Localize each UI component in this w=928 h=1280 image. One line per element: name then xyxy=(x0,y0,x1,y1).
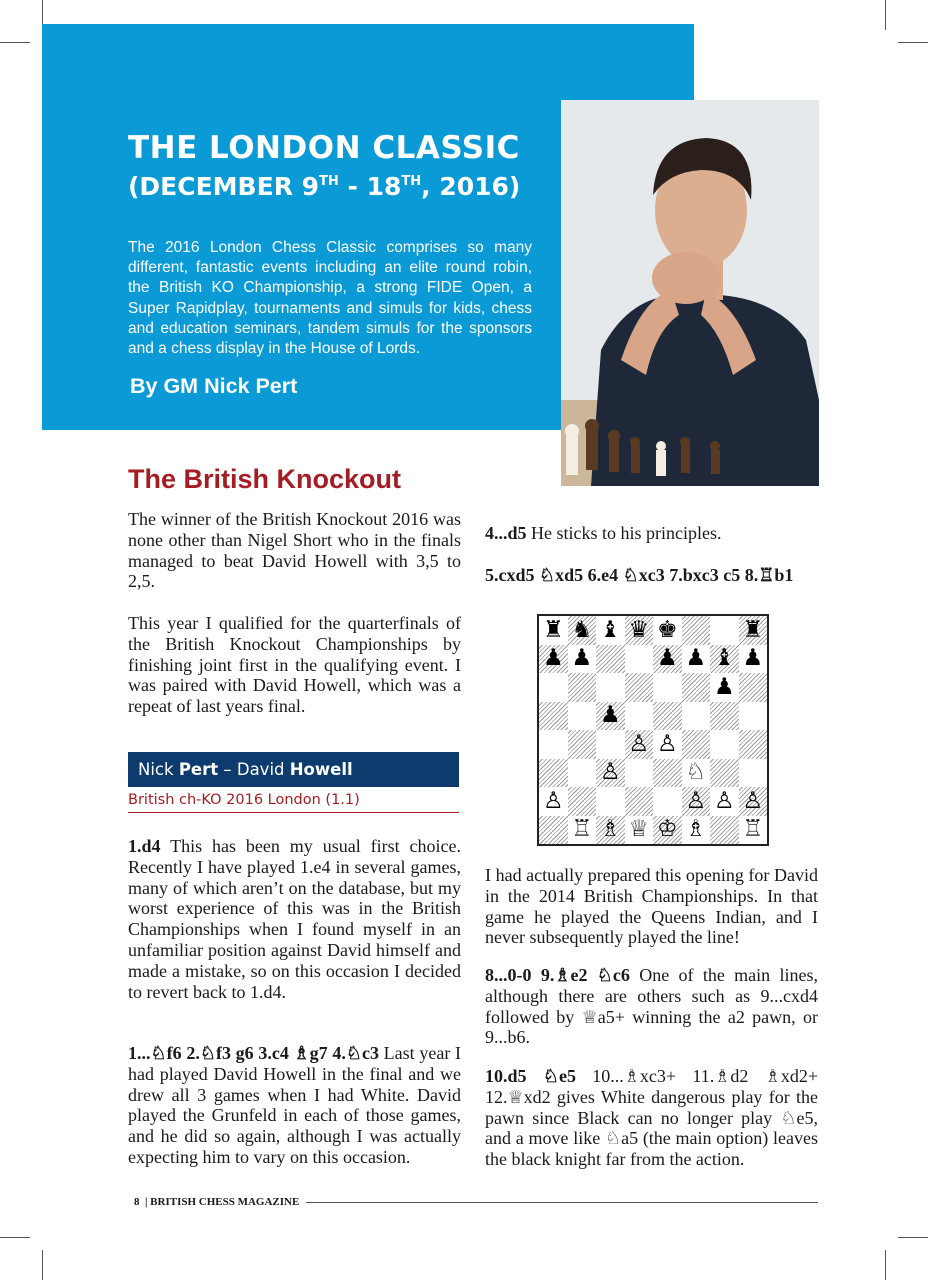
dates-suffix: TH xyxy=(401,174,422,189)
chess-piece: ♟ xyxy=(571,645,593,672)
square-b1 xyxy=(568,816,597,845)
chess-piece: ♗ xyxy=(599,816,621,843)
square-g7 xyxy=(710,645,739,674)
game-event: British ch-KO 2016 London (1.1) xyxy=(128,792,459,813)
square-b8 xyxy=(568,616,597,645)
move-notation: 10.d5 ♘e5 xyxy=(485,1066,576,1086)
chess-piece: ♖ xyxy=(742,816,764,843)
square-e3 xyxy=(653,759,682,788)
square-f2 xyxy=(682,787,711,816)
move-notation: 5.cxd5 ♘xd5 6.e4 ♘xc3 7.bxc3 c5 8.♖b1 xyxy=(485,565,794,585)
square-f5 xyxy=(682,702,711,731)
chess-piece: ♙ xyxy=(742,787,764,814)
move-notation: 1.d4 xyxy=(128,836,161,856)
square-d8 xyxy=(625,616,654,645)
chess-piece: ♔ xyxy=(656,816,678,843)
chess-piece: ♝ xyxy=(713,645,735,672)
author-photo-illustration xyxy=(561,100,819,486)
square-f4 xyxy=(682,730,711,759)
square-b7 xyxy=(568,645,597,674)
white-player-last: Pert xyxy=(178,760,219,779)
author-photo xyxy=(561,100,819,486)
chess-piece: ♙ xyxy=(628,730,650,757)
dates-part: (DECEMBER 9 xyxy=(128,172,320,201)
square-g4 xyxy=(710,730,739,759)
square-e8 xyxy=(653,616,682,645)
crop-mark xyxy=(885,0,886,30)
square-b2 xyxy=(568,787,597,816)
square-a7 xyxy=(539,645,568,674)
chess-piece: ♖ xyxy=(571,816,593,843)
square-d3 xyxy=(625,759,654,788)
dates-suffix: TH xyxy=(319,174,339,189)
commentary: He sticks to his principles. xyxy=(526,523,722,543)
commentary: One of the main lines, although there are others such as 9...cxd4 followed by ♕a5+ winning the a2 pawn, or 9...b6. xyxy=(485,965,818,1048)
square-h7 xyxy=(739,645,768,674)
chess-piece: ♙ xyxy=(599,759,621,786)
event-dates xyxy=(128,172,520,201)
square-e4 xyxy=(653,730,682,759)
square-b5 xyxy=(568,702,597,731)
chess-piece: ♟ xyxy=(542,645,564,672)
chess-piece: ♟ xyxy=(742,645,764,672)
byline: By GM Nick Pert xyxy=(130,374,298,398)
crop-mark xyxy=(42,1250,43,1280)
section-heading: The British Knockout xyxy=(128,464,402,494)
crop-mark xyxy=(885,1250,886,1280)
commentary: Last year I had played David Howell in the final and we drew all 3 games when I had White. David played the Grunfeld in each of those games, and he did so again, although I was actually expecting him to vary on this occasion. xyxy=(128,1043,461,1167)
paragraph xyxy=(128,1043,461,1168)
black-player-last: Howell xyxy=(289,760,353,779)
move-notation: 8...0-0 9.♗e2 ♘c6 xyxy=(485,965,630,985)
square-g5 xyxy=(710,702,739,731)
page-number: 8 xyxy=(134,1196,140,1208)
square-e5 xyxy=(653,702,682,731)
square-e2 xyxy=(653,787,682,816)
chess-piece: ♜ xyxy=(542,616,564,643)
white-player-first: Nick xyxy=(138,760,179,779)
chess-board xyxy=(537,614,769,846)
chess-piece: ♞ xyxy=(571,616,593,643)
paragraph xyxy=(485,565,818,586)
square-g6 xyxy=(710,673,739,702)
square-c2 xyxy=(596,787,625,816)
square-c3 xyxy=(596,759,625,788)
square-h2 xyxy=(739,787,768,816)
square-h1 xyxy=(739,816,768,845)
square-a6 xyxy=(539,673,568,702)
square-c6 xyxy=(596,673,625,702)
game-header xyxy=(128,752,459,787)
chess-piece: ♙ xyxy=(542,787,564,814)
square-d7 xyxy=(625,645,654,674)
square-h8 xyxy=(739,616,768,645)
paragraph: I had actually prepared this opening for David in the 2014 British Championships. In that game he played the Queens Indian, and I never subsequently played the line! xyxy=(485,865,818,948)
chess-piece: ♜ xyxy=(742,616,764,643)
crop-mark xyxy=(898,42,928,43)
dates-part: - 18 xyxy=(338,172,402,201)
square-b6 xyxy=(568,673,597,702)
commentary: This has been my usual first choice. Recently I have played 1.e4 in several games, many of which aren’t on the database, but my worst experience of this was in the British Championships when I found myself in an unfamiliar position against David himself and made a mistake, so on this occasion I decided to revert back to 1.d4. xyxy=(128,836,461,1002)
square-e1 xyxy=(653,816,682,845)
square-e7 xyxy=(653,645,682,674)
paragraph xyxy=(485,523,818,544)
crop-mark xyxy=(0,42,30,43)
intro-text: The 2016 London Chess Classic comprises so many different, fantastic events including an elite round robin, the British KO Championship, a strong FIDE Open, a Super Rapidplay, tournaments and simuls for kids, chess and education seminars, tandem simuls for the sponsors and a chess display in the House of Lords. xyxy=(128,239,532,358)
chess-piece: ♗ xyxy=(685,816,707,843)
move-notation: 4...d5 xyxy=(485,523,527,543)
chess-piece: ♛ xyxy=(628,616,650,643)
square-c1 xyxy=(596,816,625,845)
chess-piece: ♚ xyxy=(656,616,678,643)
paragraph xyxy=(485,965,818,1048)
square-c5 xyxy=(596,702,625,731)
square-h6 xyxy=(739,673,768,702)
commentary: 10...♗xc3+ 11.♗d2 ♗xd2+ 12.♕xd2 gives White dangerous play for the pawn since Black can no longer play ♘e5, and a move like ♘a5 (the main option) leaves the black knight far from the action. xyxy=(485,1066,818,1170)
square-d4 xyxy=(625,730,654,759)
dates-part: , 2016) xyxy=(421,172,521,201)
square-a2 xyxy=(539,787,568,816)
square-a8 xyxy=(539,616,568,645)
square-d2 xyxy=(625,787,654,816)
chess-piece: ♙ xyxy=(713,787,735,814)
chess-piece: ♟ xyxy=(713,673,735,700)
square-h5 xyxy=(739,702,768,731)
square-a1 xyxy=(539,816,568,845)
crop-mark xyxy=(898,1237,928,1238)
chess-piece: ♙ xyxy=(685,787,707,814)
chess-piece: ♝ xyxy=(599,616,621,643)
square-d1 xyxy=(625,816,654,845)
square-e6 xyxy=(653,673,682,702)
square-d5 xyxy=(625,702,654,731)
paragraph xyxy=(485,1066,818,1170)
chess-piece: ♙ xyxy=(656,730,678,757)
square-f3 xyxy=(682,759,711,788)
players-separator: – David xyxy=(218,760,290,779)
square-b4 xyxy=(568,730,597,759)
move-notation: 1...♘f6 2.♘f3 g6 3.c4 ♗g7 4.♘c3 xyxy=(128,1043,379,1063)
square-h4 xyxy=(739,730,768,759)
chess-piece: ♕ xyxy=(628,816,650,843)
square-a4 xyxy=(539,730,568,759)
square-g8 xyxy=(710,616,739,645)
square-h3 xyxy=(739,759,768,788)
chess-piece: ♘ xyxy=(685,759,707,786)
square-f8 xyxy=(682,616,711,645)
square-b3 xyxy=(568,759,597,788)
square-f1 xyxy=(682,816,711,845)
square-g1 xyxy=(710,816,739,845)
paragraph: This year I qualified for the quarterfinals of the British Knockout Championships by finishing joint first in the qualifying event. I was paired with David Howell, which was a repeat of last years final. xyxy=(128,613,461,717)
square-c4 xyxy=(596,730,625,759)
paragraph xyxy=(128,836,461,1002)
paragraph: The winner of the British Knockout 2016 was none other than Nigel Short who in the finals managed to beat David Howell with 3,5 to 2,5. xyxy=(128,509,461,592)
square-a3 xyxy=(539,759,568,788)
square-f6 xyxy=(682,673,711,702)
chess-piece: ♟ xyxy=(685,645,707,672)
square-c8 xyxy=(596,616,625,645)
square-g3 xyxy=(710,759,739,788)
magazine-name: | BRITISH CHESS MAGAZINE xyxy=(145,1196,300,1208)
chess-piece: ♟ xyxy=(656,645,678,672)
square-a5 xyxy=(539,702,568,731)
square-c7 xyxy=(596,645,625,674)
page-title: THE LONDON CLASSIC xyxy=(128,130,520,166)
chess-piece: ♟ xyxy=(599,702,621,729)
square-f7 xyxy=(682,645,711,674)
crop-mark xyxy=(0,1237,30,1238)
square-d6 xyxy=(625,673,654,702)
footer-rule xyxy=(306,1202,818,1203)
square-g2 xyxy=(710,787,739,816)
page-footer xyxy=(134,1196,299,1208)
